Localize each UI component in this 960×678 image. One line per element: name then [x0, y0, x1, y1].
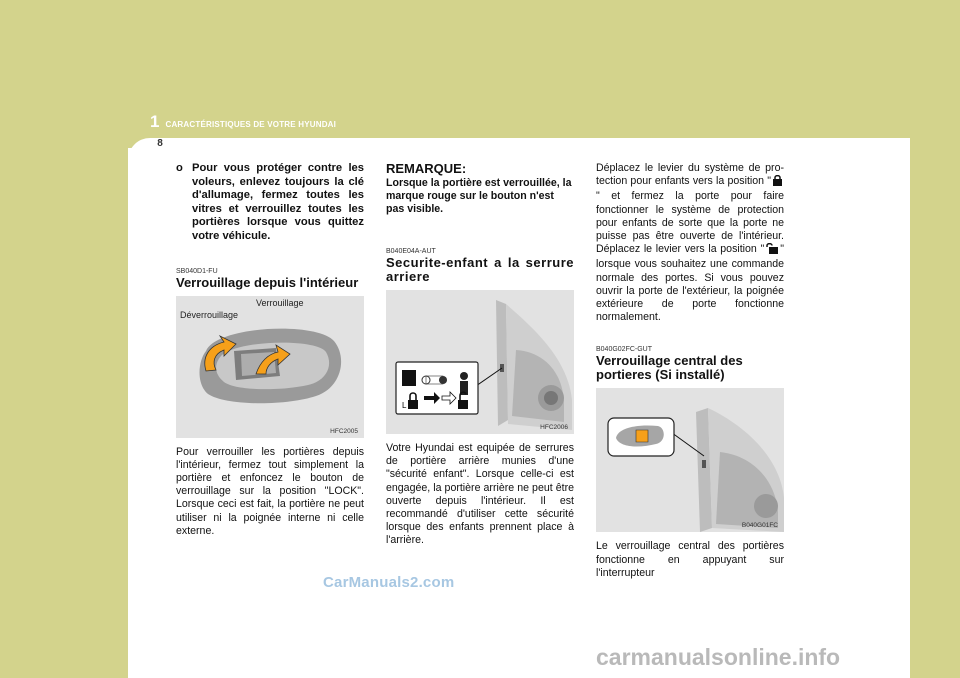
remark-title: REMARQUE: [386, 161, 467, 176]
bullet-mark: o [176, 162, 183, 174]
figure-code: B040G01FC [741, 522, 778, 530]
figure-code: HFC2005 [330, 427, 358, 435]
page-number: 8 [157, 138, 163, 149]
chapter-number: 1 [150, 112, 160, 131]
figure-inside-handle [176, 296, 364, 438]
label-lock: Verrouillage [256, 297, 304, 308]
lock-icon [773, 175, 782, 190]
section-code: B040E04A-AUT [386, 248, 436, 255]
section-title: Securite-enfant a la serrure arriere [386, 255, 574, 284]
figure-child-lock [386, 290, 574, 434]
chapter-title: CARACTÉRISTIQUES DE VOTRE HYUNDAI [165, 120, 337, 129]
figure-central-locking [596, 388, 784, 532]
section-code: SB040D1-FU [176, 267, 218, 275]
section-code: B040G02FC-GUT [596, 346, 653, 354]
label-unlock: Déverrouillage [180, 309, 239, 320]
watermark-carmanualsonline[interactable]: carmanualsonline.info [596, 644, 841, 670]
child-lock-illustration [386, 290, 574, 434]
section-body: Le verrouillage central des portières fonctionne en appuyant sur l'interrupteur [596, 540, 784, 579]
watermark-carmanuals2[interactable]: CarManuals2.com [323, 574, 455, 591]
section-body: Votre Hyundai est equipée de serrures de portière arrière munies d'une "sécurité enfant". Lorsque celle-ci est engagée, la portière arrière ne peut être ouverte depuis l'intérieur. Il est recommandé d'utiliser cette sécurité lorsque des enfants prennent place à l'arrière. [386, 442, 574, 547]
paragraph-part-2: " et fermez la porte pour faire fonctionner le système de protection pour enfants de sorte que la porte ne puisse pas être ouverte de l'intérieur. Déplacez le levier vers la position " [596, 190, 784, 256]
child-lock-paragraph [596, 162, 784, 324]
chapter-heading [150, 112, 336, 132]
unlock-icon [766, 243, 778, 258]
figure-code: HFC2006 [540, 424, 568, 431]
central-locking-illustration [596, 388, 784, 532]
paragraph-part-1: Déplacez le levier du système de pro-tection pour enfants vers la position " [596, 162, 784, 188]
remark-body: Lorsque la portière est verrouillée, la marque rouge sur le bouton n'est pas visible. [386, 177, 572, 215]
bullet-warning [176, 162, 364, 244]
left-margin-band [0, 148, 128, 678]
paragraph-part-3: " lorsque vous souhaitez une commande normale des portes. Si vous pouvez ouvrir la porte de l'extérieur, la poignée extérieure de porte fonctionne normalement. [596, 243, 784, 324]
bullet-text: Pour vous protéger contre les voleurs, enlevez toujours la clé d'allumage, fermez toutes les vitres et verrouillez toutes les portières lorsque vous quittez votre véhicule. [192, 162, 364, 242]
column-1 [176, 162, 364, 538]
section-title: Verrouillage depuis l'intérieur [176, 274, 359, 290]
right-margin-band [910, 148, 960, 678]
column-3 [596, 162, 784, 580]
label-l: L [402, 401, 407, 410]
section-body: Pour verrouiller les portières depuis l'intérieur, fermez tout simplement la portière et enfoncez le bouton de verrouillage sur la position "LOCK". Lorsque ceci est fait, la portière ne peut utiliser ni la poignée interne ni celle externe. [176, 445, 364, 537]
header-band [0, 0, 960, 148]
column-2 [386, 162, 574, 548]
section-title: Verrouillage central des portieres (Si installé) [596, 353, 743, 383]
